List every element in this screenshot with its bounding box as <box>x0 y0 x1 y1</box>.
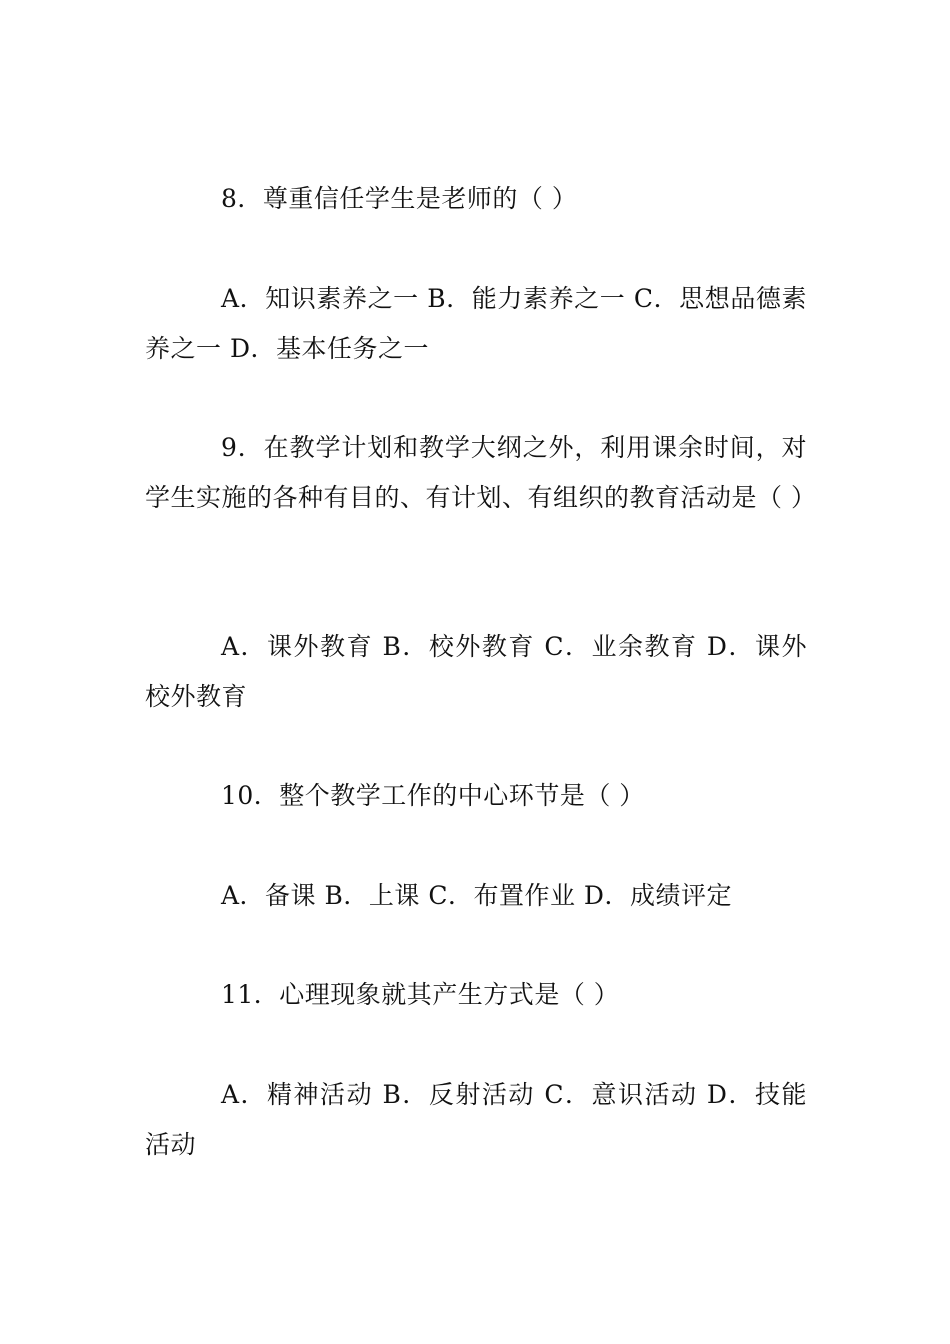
question-9-options: A．课外教育 B．校外教育 C．业余教育 D．课外校外教育 <box>145 632 807 711</box>
question-10-options: A．备课 B．上课 C．布置作业 D．成绩评定 <box>221 881 732 910</box>
question-11-stem: 11．心理现象就其产生方式是（ ） <box>221 980 620 1009</box>
question-11-options: A．精神活动 B．反射活动 C．意识活动 D．技能活动 <box>145 1080 807 1159</box>
question-9-stem: 9．在教学计划和教学大纲之外，利用课余时间，对学生实施的各种有目的、有计划、有组织的教育活动是（ ） <box>145 433 817 512</box>
question-8-stem: 8．尊重信任学生是老师的（ ） <box>221 184 578 213</box>
question-8-options: A．知识素养之一 B．能力素养之一 C．思想品德素养之一 D．基本任务之一 <box>145 284 807 363</box>
question-10-stem: 10．整个教学工作的中心环节是（ ） <box>221 781 645 810</box>
